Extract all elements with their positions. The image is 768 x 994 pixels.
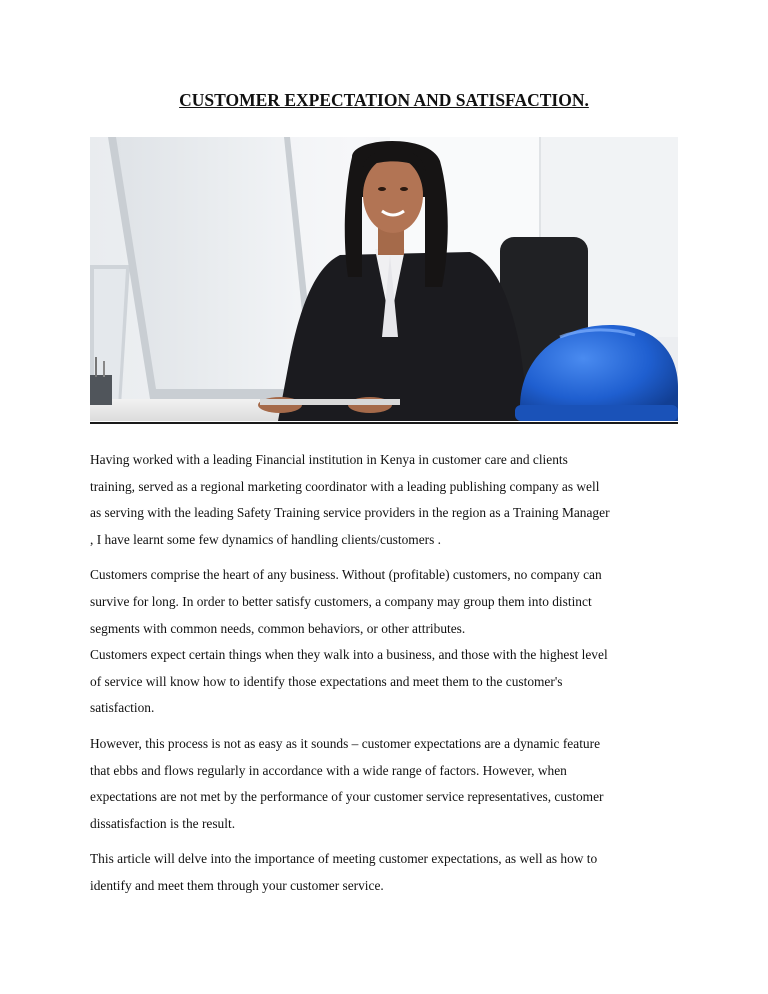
text-line: Customers expect certain things when they walk into a business, and those with the highest level bbox=[90, 647, 608, 663]
article-body bbox=[90, 447, 682, 900]
text-line: identify and meet them through your customer service. bbox=[90, 877, 384, 893]
text-line: This article will delve into the importance of meeting customer expectations, as well as how to bbox=[90, 851, 598, 867]
text-line: survive for long. In order to better satisfy customers, a company may group them into distinct bbox=[90, 593, 592, 609]
text-line: dissatisfaction is the result. bbox=[90, 815, 236, 831]
text-line: segments with common needs, common behaviors, or other attributes. bbox=[90, 620, 466, 636]
hero-photo bbox=[90, 137, 678, 421]
text-line: satisfaction. bbox=[90, 700, 155, 716]
text-line: that ebbs and flows regularly in accordance with a wide range of factors. However, when bbox=[90, 762, 567, 778]
paragraph-customers-expect bbox=[90, 642, 682, 722]
text-line: as serving with the leading Safety Training service providers in the region as a Training Manager bbox=[90, 505, 610, 521]
paragraph-process bbox=[90, 731, 682, 837]
text-line: training, served as a regional marketing coordinator with a leading publishing company as well bbox=[90, 478, 600, 494]
paragraph-article-scope bbox=[90, 846, 682, 899]
image-divider bbox=[90, 422, 678, 424]
paragraph-customers-heart bbox=[90, 562, 682, 642]
text-line: Having worked with a leading Financial institution in Kenya in customer care and clients bbox=[90, 452, 568, 467]
paragraph-intro bbox=[90, 447, 682, 553]
text-line: , I have learnt some few dynamics of handling clients/customers . bbox=[90, 531, 442, 547]
text-line: However, this process is not as easy as it sounds – customer expectations are a dynamic feature bbox=[90, 735, 601, 751]
page-title: CUSTOMER EXPECTATION AND SATISFACTION. bbox=[179, 90, 589, 110]
text-line: expectations are not met by the performance of your customer service representatives, customer bbox=[90, 789, 604, 805]
text-line: Customers comprise the heart of any business. Without (profitable) customers, no company can bbox=[90, 567, 602, 583]
text-line: of service will know how to identify those expectations and meet them to the customer's bbox=[90, 673, 563, 689]
